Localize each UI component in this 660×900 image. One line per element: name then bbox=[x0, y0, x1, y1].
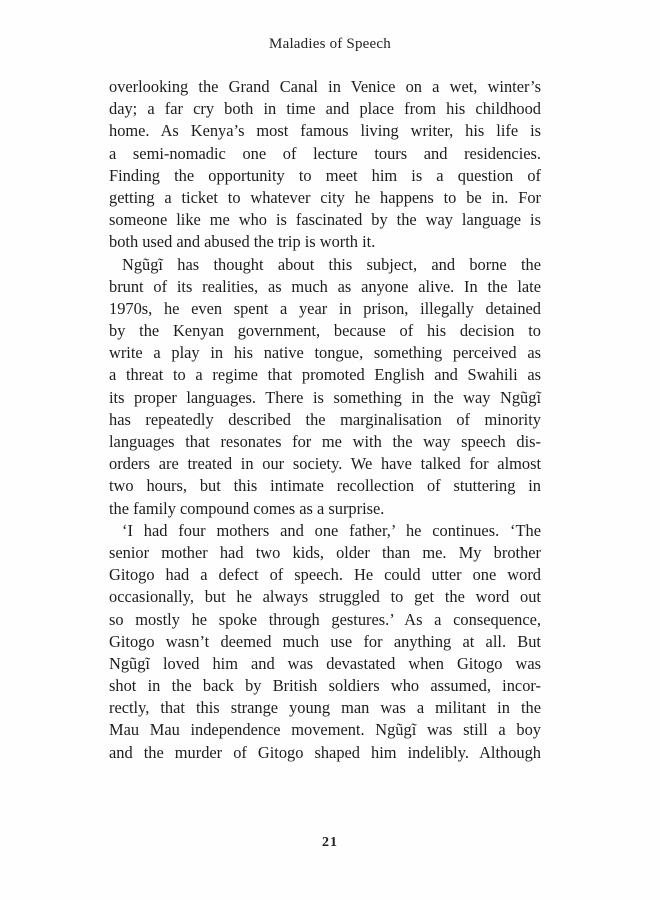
text-line: home. As Kenya’s most famous living writer, his life is bbox=[109, 121, 541, 141]
text-line: shot in the back by British soldiers who assumed, incor- bbox=[109, 676, 541, 696]
text-line: rectly, that this strange young man was a militant in the bbox=[109, 698, 541, 718]
text-line: overlooking the Grand Canal in Venice on a wet, winter’s bbox=[109, 77, 541, 96]
page-number: 21 bbox=[322, 835, 338, 850]
text-line: has repeatedly described the marginalisation of minority bbox=[109, 409, 541, 429]
text-line: Ngũgĩ has thought about this subject, and borne the bbox=[122, 254, 541, 274]
text-line: 1970s, he even spent a year in prison, illegally detained bbox=[109, 298, 541, 318]
text-line: a semi-nomadic one of lecture tours and residencies. bbox=[109, 143, 541, 163]
text-line: Gitogo wasn’t deemed much use for anything at all. But bbox=[109, 631, 541, 651]
text-line: languages that resonates for me with the way speech dis- bbox=[109, 432, 541, 451]
text-line: brunt of its realities, as much as anyone alive. In the late bbox=[109, 276, 541, 296]
text-line: Ngũgĩ loved him and was devastated when Gitogo was bbox=[109, 653, 541, 673]
text-line: two hours, but this intimate recollection of stuttering in bbox=[109, 476, 541, 496]
text-line: its proper languages. There is something in the way Ngũgĩ bbox=[109, 387, 541, 407]
text-line: write a play in his native tongue, something perceived as bbox=[109, 343, 541, 363]
text-line: orders are treated in our society. We have talked for almost bbox=[109, 454, 541, 474]
text-line: someone like me who is fascinated by the way language is bbox=[109, 210, 541, 230]
text-line: both used and abused the trip is worth it. bbox=[109, 232, 376, 252]
text-line: so mostly he spoke through gestures.’ As a consequence, bbox=[109, 609, 541, 629]
body-text bbox=[109, 76, 541, 764]
text-line: by the Kenyan government, because of his decision to bbox=[109, 321, 541, 341]
text-line: Mau Mau independence movement. Ngũgĩ was still a boy bbox=[109, 720, 541, 740]
running-head: Maladies of Speech bbox=[269, 36, 391, 52]
text-line: and the murder of Gitogo shaped him indelibly. Although bbox=[109, 742, 541, 762]
text-line: day; a far cry both in time and place from his childhood bbox=[109, 99, 541, 119]
text-line: a threat to a regime that promoted English and Swahili as bbox=[109, 365, 541, 385]
text-line: senior mother had two kids, older than me. My brother bbox=[109, 542, 541, 562]
text-line: ‘I had four mothers and one father,’ he continues. ‘The bbox=[122, 520, 541, 540]
text-line: getting a ticket to whatever city he happens to be in. For bbox=[109, 187, 541, 207]
text-line: Finding the opportunity to meet him is a question of bbox=[109, 165, 541, 185]
text-line: occasionally, but he always struggled to get the word out bbox=[109, 587, 541, 607]
text-line: the family compound comes as a surprise. bbox=[109, 498, 385, 518]
text-line: Gitogo had a defect of speech. He could utter one word bbox=[109, 565, 541, 585]
